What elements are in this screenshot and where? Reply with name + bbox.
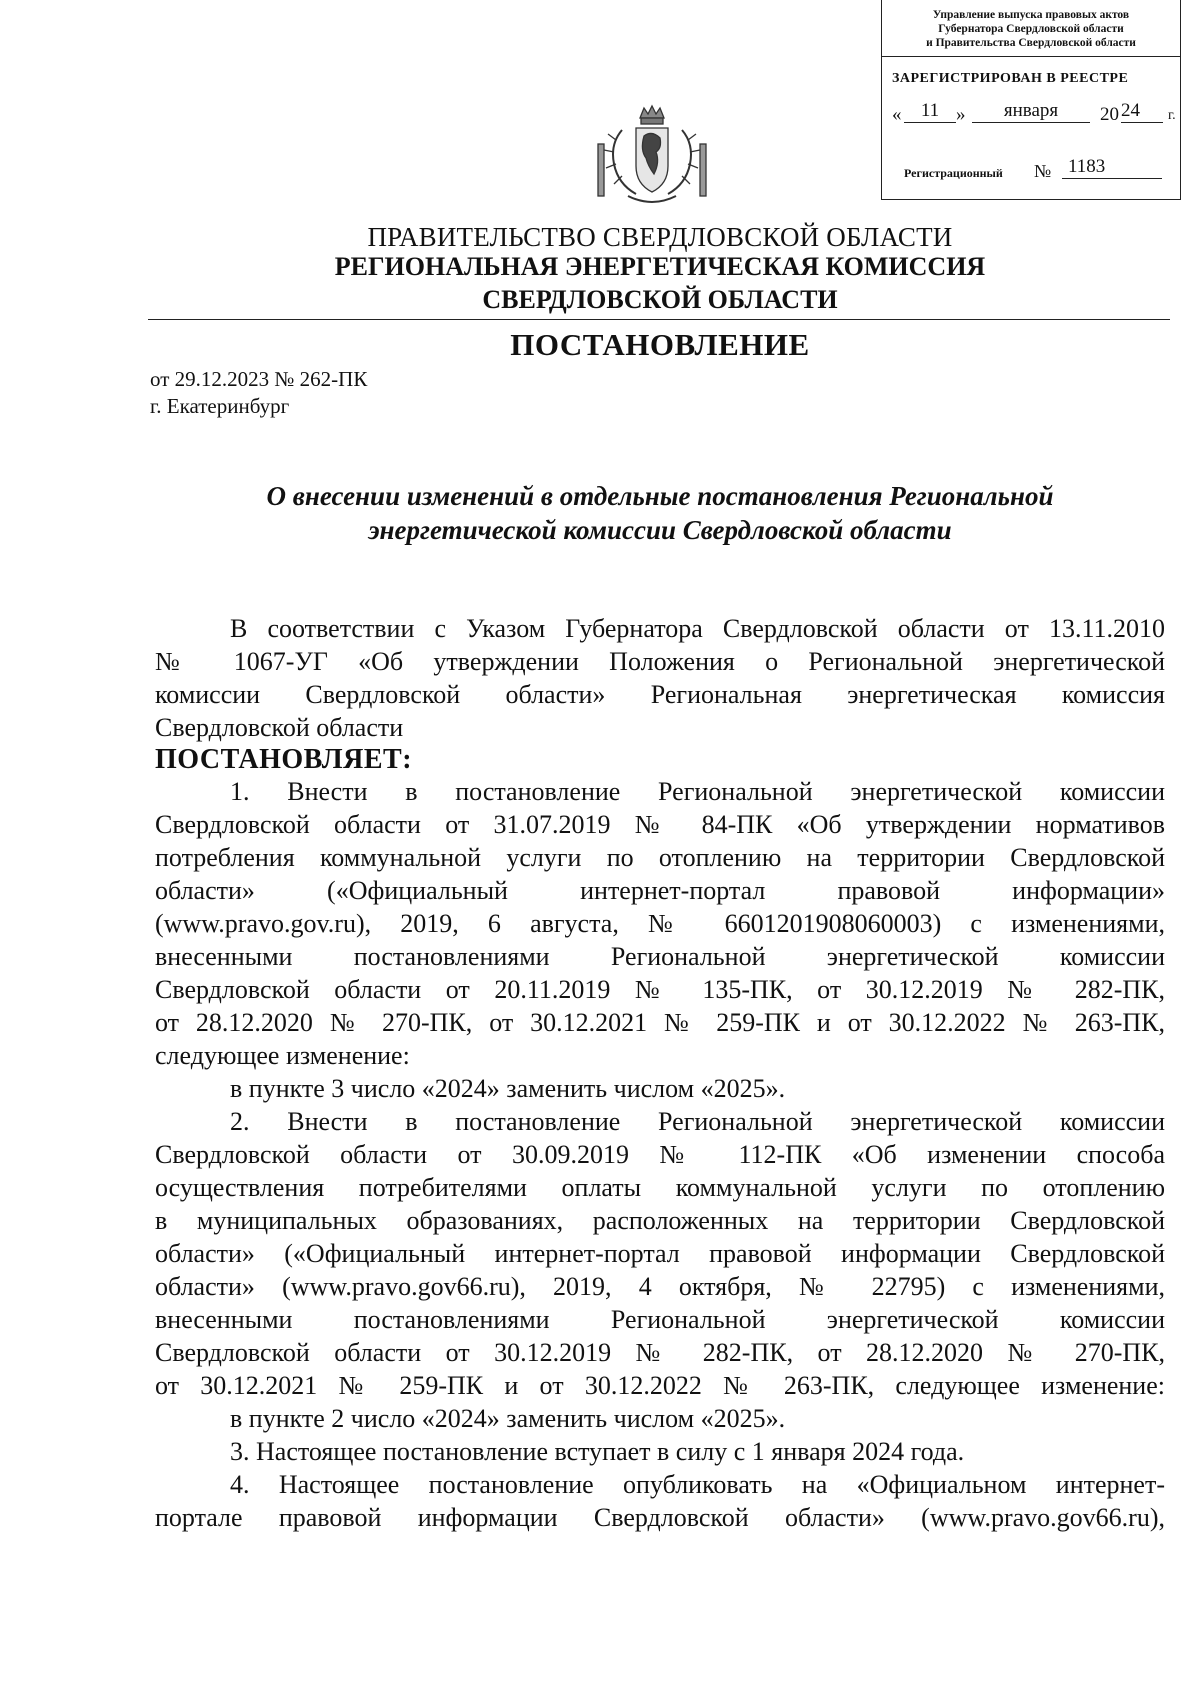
stamp-year-prefix: 20 bbox=[1100, 104, 1119, 125]
stamp-day: 11 bbox=[904, 100, 956, 123]
stamp-year-unit: г. bbox=[1168, 108, 1176, 123]
stamp-date bbox=[892, 100, 1177, 128]
body-line: Свердловской области от 20.11.2019 № 135-ПК, от 30.12.2019 № 282-ПК, bbox=[155, 975, 1165, 1004]
body-line: в пункте 3 число «2024» заменить числом «2025». bbox=[230, 1074, 786, 1103]
coat-of-arms-icon bbox=[592, 104, 712, 212]
body-line: Свердловской области от 30.12.2019 № 282-ПК, от 28.12.2020 № 270-ПК, bbox=[155, 1338, 1165, 1367]
stamp-org-line: Управление выпуска правовых актов bbox=[932, 9, 1130, 21]
subject-line: энергетической комиссии Свердловской области bbox=[368, 515, 952, 545]
commission-heading-line1: РЕГИОНАЛЬНАЯ ЭНЕРГЕТИЧЕСКАЯ КОМИССИЯ bbox=[334, 252, 986, 281]
document-city: г. Екатеринбург bbox=[150, 394, 290, 418]
body-line: в пункте 2 число «2024» заменить числом «2025». bbox=[230, 1404, 786, 1433]
body-line: № 1067-УГ «Об утверждении Положения о Региональной энергетической bbox=[155, 647, 1165, 676]
header-divider bbox=[148, 319, 1170, 320]
body-line: портале правовой информации Свердловской области» (www.pravo.gov66.ru), bbox=[155, 1503, 1165, 1532]
stamp-year-suffix: 24 bbox=[1121, 100, 1163, 123]
stamp-reg-value: 1183 bbox=[1062, 156, 1162, 179]
stamp-org-line: и Правительства Свердловской области bbox=[926, 37, 1136, 49]
commission-heading-line2: СВЕРДЛОВСКОЙ ОБЛАСТИ bbox=[482, 285, 838, 314]
body-line: 4. Настоящее постановление опубликовать на «Официальном интернет- bbox=[230, 1470, 1165, 1499]
body-line: (www.pravo.gov.ru), 2019, 6 августа, № 6601201908060003) с изменениями, bbox=[155, 909, 1165, 938]
body-line: области» («Официальный интернет-портал правовой информации Свердловской bbox=[155, 1239, 1165, 1268]
body-line: внесенными постановлениями Региональной энергетической комиссии bbox=[155, 942, 1165, 971]
stamp-no-sign: № bbox=[1034, 161, 1052, 181]
body-line: 3. Настоящее постановление вступает в силу с 1 января 2024 года. bbox=[230, 1437, 965, 1466]
stamp-close-quote: » bbox=[956, 104, 966, 125]
body-line: 2. Внести в постановление Региональной энергетической комиссии bbox=[230, 1107, 1165, 1136]
body-line: осуществления потребителями оплаты коммунальной услуги по отоплению bbox=[155, 1173, 1165, 1202]
stamp-reg-number bbox=[904, 156, 1174, 186]
body-line: области» (www.pravo.gov66.ru), 2019, 4 октября, № 22795) с изменениями, bbox=[155, 1272, 1165, 1301]
body-line: от 30.12.2021 № 259-ПК и от 30.12.2022 № 263-ПК, следующее изменение: bbox=[155, 1371, 1165, 1400]
government-heading: ПРАВИТЕЛЬСТВО СВЕРДЛОВСКОЙ ОБЛАСТИ bbox=[367, 222, 953, 252]
document-type-title: ПОСТАНОВЛЕНИЕ bbox=[510, 327, 810, 362]
subject-line: О внесении изменений в отдельные постановления Региональной bbox=[266, 481, 1054, 511]
body-line: области» («Официальный интернет-портал правовой информации» bbox=[155, 876, 1165, 905]
body-line: следующее изменение: bbox=[155, 1041, 410, 1070]
resolves-heading: ПОСТАНОВЛЯЕТ: bbox=[155, 744, 413, 775]
stamp-organization bbox=[882, 0, 1180, 57]
body-line: комиссии Свердловской области» Региональная энергетическая комиссия bbox=[155, 680, 1165, 709]
body-line: внесенными постановлениями Региональной энергетической комиссии bbox=[155, 1305, 1165, 1334]
stamp-open-quote: « bbox=[892, 104, 902, 125]
body-line: 1. Внести в постановление Региональной энергетической комиссии bbox=[230, 777, 1165, 806]
stamp-reg-label: Регистрационный bbox=[904, 166, 1003, 180]
body-line: В соответствии с Указом Губернатора Свердловской области от 13.11.2010 bbox=[230, 614, 1165, 643]
stamp-registered-label: ЗАРЕГИСТРИРОВАН В РЕЕСТРЕ bbox=[892, 71, 1129, 86]
document-date-number: от 29.12.2023 № 262-ПК bbox=[150, 367, 368, 391]
stamp-month: января bbox=[972, 100, 1090, 123]
body-line: Свердловской области от 30.09.2019 № 112-ПК «Об изменении способа bbox=[155, 1140, 1165, 1169]
body-line: Свердловской области bbox=[155, 713, 404, 742]
body-line: потребления коммунальной услуги по отоплению на территории Свердловской bbox=[155, 843, 1165, 872]
body-line: от 28.12.2020 № 270-ПК, от 30.12.2021 № 259-ПК и от 30.12.2022 № 263-ПК, bbox=[155, 1008, 1165, 1037]
body-line: Свердловской области от 31.07.2019 № 84-ПК «Об утверждении нормативов bbox=[155, 810, 1165, 839]
stamp-org-line: Губернатора Свердловской области bbox=[938, 23, 1124, 35]
body-line: в муниципальных образованиях, расположенных на территории Свердловской bbox=[155, 1206, 1165, 1235]
registry-stamp bbox=[881, 0, 1181, 200]
